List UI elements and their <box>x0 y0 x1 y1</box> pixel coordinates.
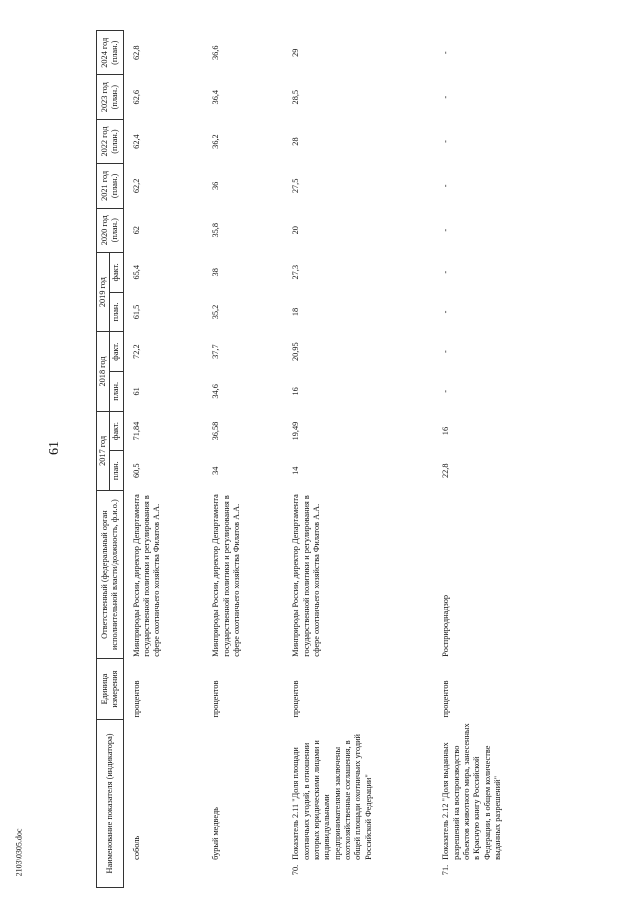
table-row <box>203 31 283 888</box>
value-cell: 36,58 <box>211 421 221 441</box>
value-cell: 19,49 <box>291 421 301 441</box>
header-2017-plan: план. <box>110 451 123 491</box>
footer-code: 2103\0305.doc <box>14 828 24 877</box>
indicators-table <box>96 30 504 888</box>
row-unit: процентов <box>291 680 301 718</box>
row-number: 71. <box>441 864 451 876</box>
row-responsible: Минприроды России, директор Департамента государственной политики и регулирования в сфере охотничьего хозяйства Филатов А.А. <box>211 494 241 657</box>
value-cell: 28,5 <box>291 89 301 105</box>
value-cell: 62,8 <box>131 45 141 61</box>
row-name: Показатель 2.11 "Доля площади охотничьих угодий, в отношении которых юридическими лицами и индивидуальными предпринимателями заключены охотхозяйственные соглашения, в общей площади охотничьих угодий Российской Федерации" <box>291 734 373 860</box>
header-2018-fact: факт. <box>110 332 123 372</box>
value-cell: 35,2 <box>211 304 221 320</box>
row-number <box>123 862 203 888</box>
row-unit: процентов <box>211 680 221 718</box>
row-responsible: Минприроды России, директор Департамента государственной политики и регулирования в сфере охотничьего хозяйства Филатов А.А. <box>291 494 321 657</box>
value-cell: 16 <box>441 426 451 436</box>
header-2020: 2020 год (план.) <box>97 208 124 252</box>
value-cell: 72,2 <box>131 344 141 359</box>
value-cell: 62 <box>131 226 141 235</box>
header-2021: 2021 год (план.) <box>97 164 124 208</box>
row-name: Показатель 2.12 "Доля выданных разрешений на воспроизводство объектов животного мира, занесенных в Красную книгу Российской Федерации, в общем количестве выданных разрешений" <box>441 723 503 860</box>
header-2023: 2023 год (план.) <box>97 75 124 119</box>
value-cell: 61 <box>131 387 141 396</box>
header-2017-fact: факт. <box>110 411 123 451</box>
value-cell: 36 <box>211 181 221 191</box>
row-name: соболь <box>131 835 141 860</box>
value-cell: 60,5 <box>131 463 141 478</box>
value-cell: 37,7 <box>211 344 221 359</box>
value-cell: 38 <box>211 268 221 277</box>
value-cell: 34 <box>211 466 221 475</box>
value-cell: - <box>441 310 451 314</box>
value-cell: 14 <box>291 466 301 475</box>
row-unit: процентов <box>441 680 451 718</box>
value-cell: 16 <box>291 387 301 396</box>
value-cell: - <box>441 270 451 274</box>
value-cell: 27,3 <box>291 265 301 280</box>
header-2022: 2022 год (план.) <box>97 119 124 163</box>
row-responsible: Росприроднадзор <box>441 594 451 657</box>
value-cell: - <box>441 184 451 188</box>
rotated-table-container <box>96 30 581 888</box>
value-cell: - <box>441 95 451 99</box>
value-cell: 36,2 <box>211 134 221 149</box>
header-row-1 <box>97 31 110 888</box>
value-cell: 22,8 <box>441 463 451 478</box>
header-unit: Единица измерения <box>97 659 124 720</box>
header-name: Наименование показателя (индикатора) <box>97 719 124 887</box>
row-responsible: Минприроды России, директор Департамента государственной политики и регулирования в сфере охотничьего хозяйства Филатов А.А. <box>131 494 162 657</box>
value-cell: 28 <box>291 137 301 146</box>
value-cell: - <box>441 389 451 393</box>
value-cell: 61,5 <box>131 304 141 320</box>
header-2024: 2024 год (план.) <box>97 31 124 76</box>
row-name: бурый медведь <box>211 807 221 860</box>
value-cell: 29 <box>291 48 301 57</box>
value-cell: - <box>441 140 451 143</box>
value-cell: 62,2 <box>131 178 141 194</box>
value-cell: - <box>441 350 451 354</box>
value-cell: - <box>441 228 451 232</box>
value-cell: 62,4 <box>131 134 141 149</box>
value-cell: 18 <box>291 307 301 317</box>
header-responsible: Ответственный (федеральный орган исполнительной власти/должность, ф.и.о.) <box>97 491 124 659</box>
row-number <box>203 862 283 888</box>
row-number: 70. <box>291 864 301 876</box>
value-cell: 35,8 <box>211 223 221 238</box>
header-2017: 2017 год <box>97 411 110 490</box>
value-cell: - <box>441 51 451 55</box>
value-cell: 27,5 <box>291 178 301 194</box>
table-row <box>283 31 433 888</box>
value-cell: 71,84 <box>131 421 141 441</box>
header-2019-plan: план. <box>110 292 123 332</box>
header-2018: 2018 год <box>97 332 110 411</box>
value-cell: 36,6 <box>211 45 221 61</box>
header-2019: 2019 год <box>97 252 110 331</box>
table-row <box>433 31 504 888</box>
value-cell: 62,6 <box>131 89 141 105</box>
value-cell: 34,6 <box>211 384 221 399</box>
value-cell: 20,95 <box>291 342 301 361</box>
header-2019-fact: факт. <box>110 252 123 292</box>
page-number: 61 <box>47 441 62 455</box>
value-cell: 65,4 <box>131 265 141 280</box>
value-cell: 36,4 <box>211 89 221 105</box>
header-2018-plan: план. <box>110 372 123 412</box>
table-row <box>123 31 203 888</box>
value-cell: 20 <box>291 226 301 235</box>
row-unit: процентов <box>131 680 141 718</box>
